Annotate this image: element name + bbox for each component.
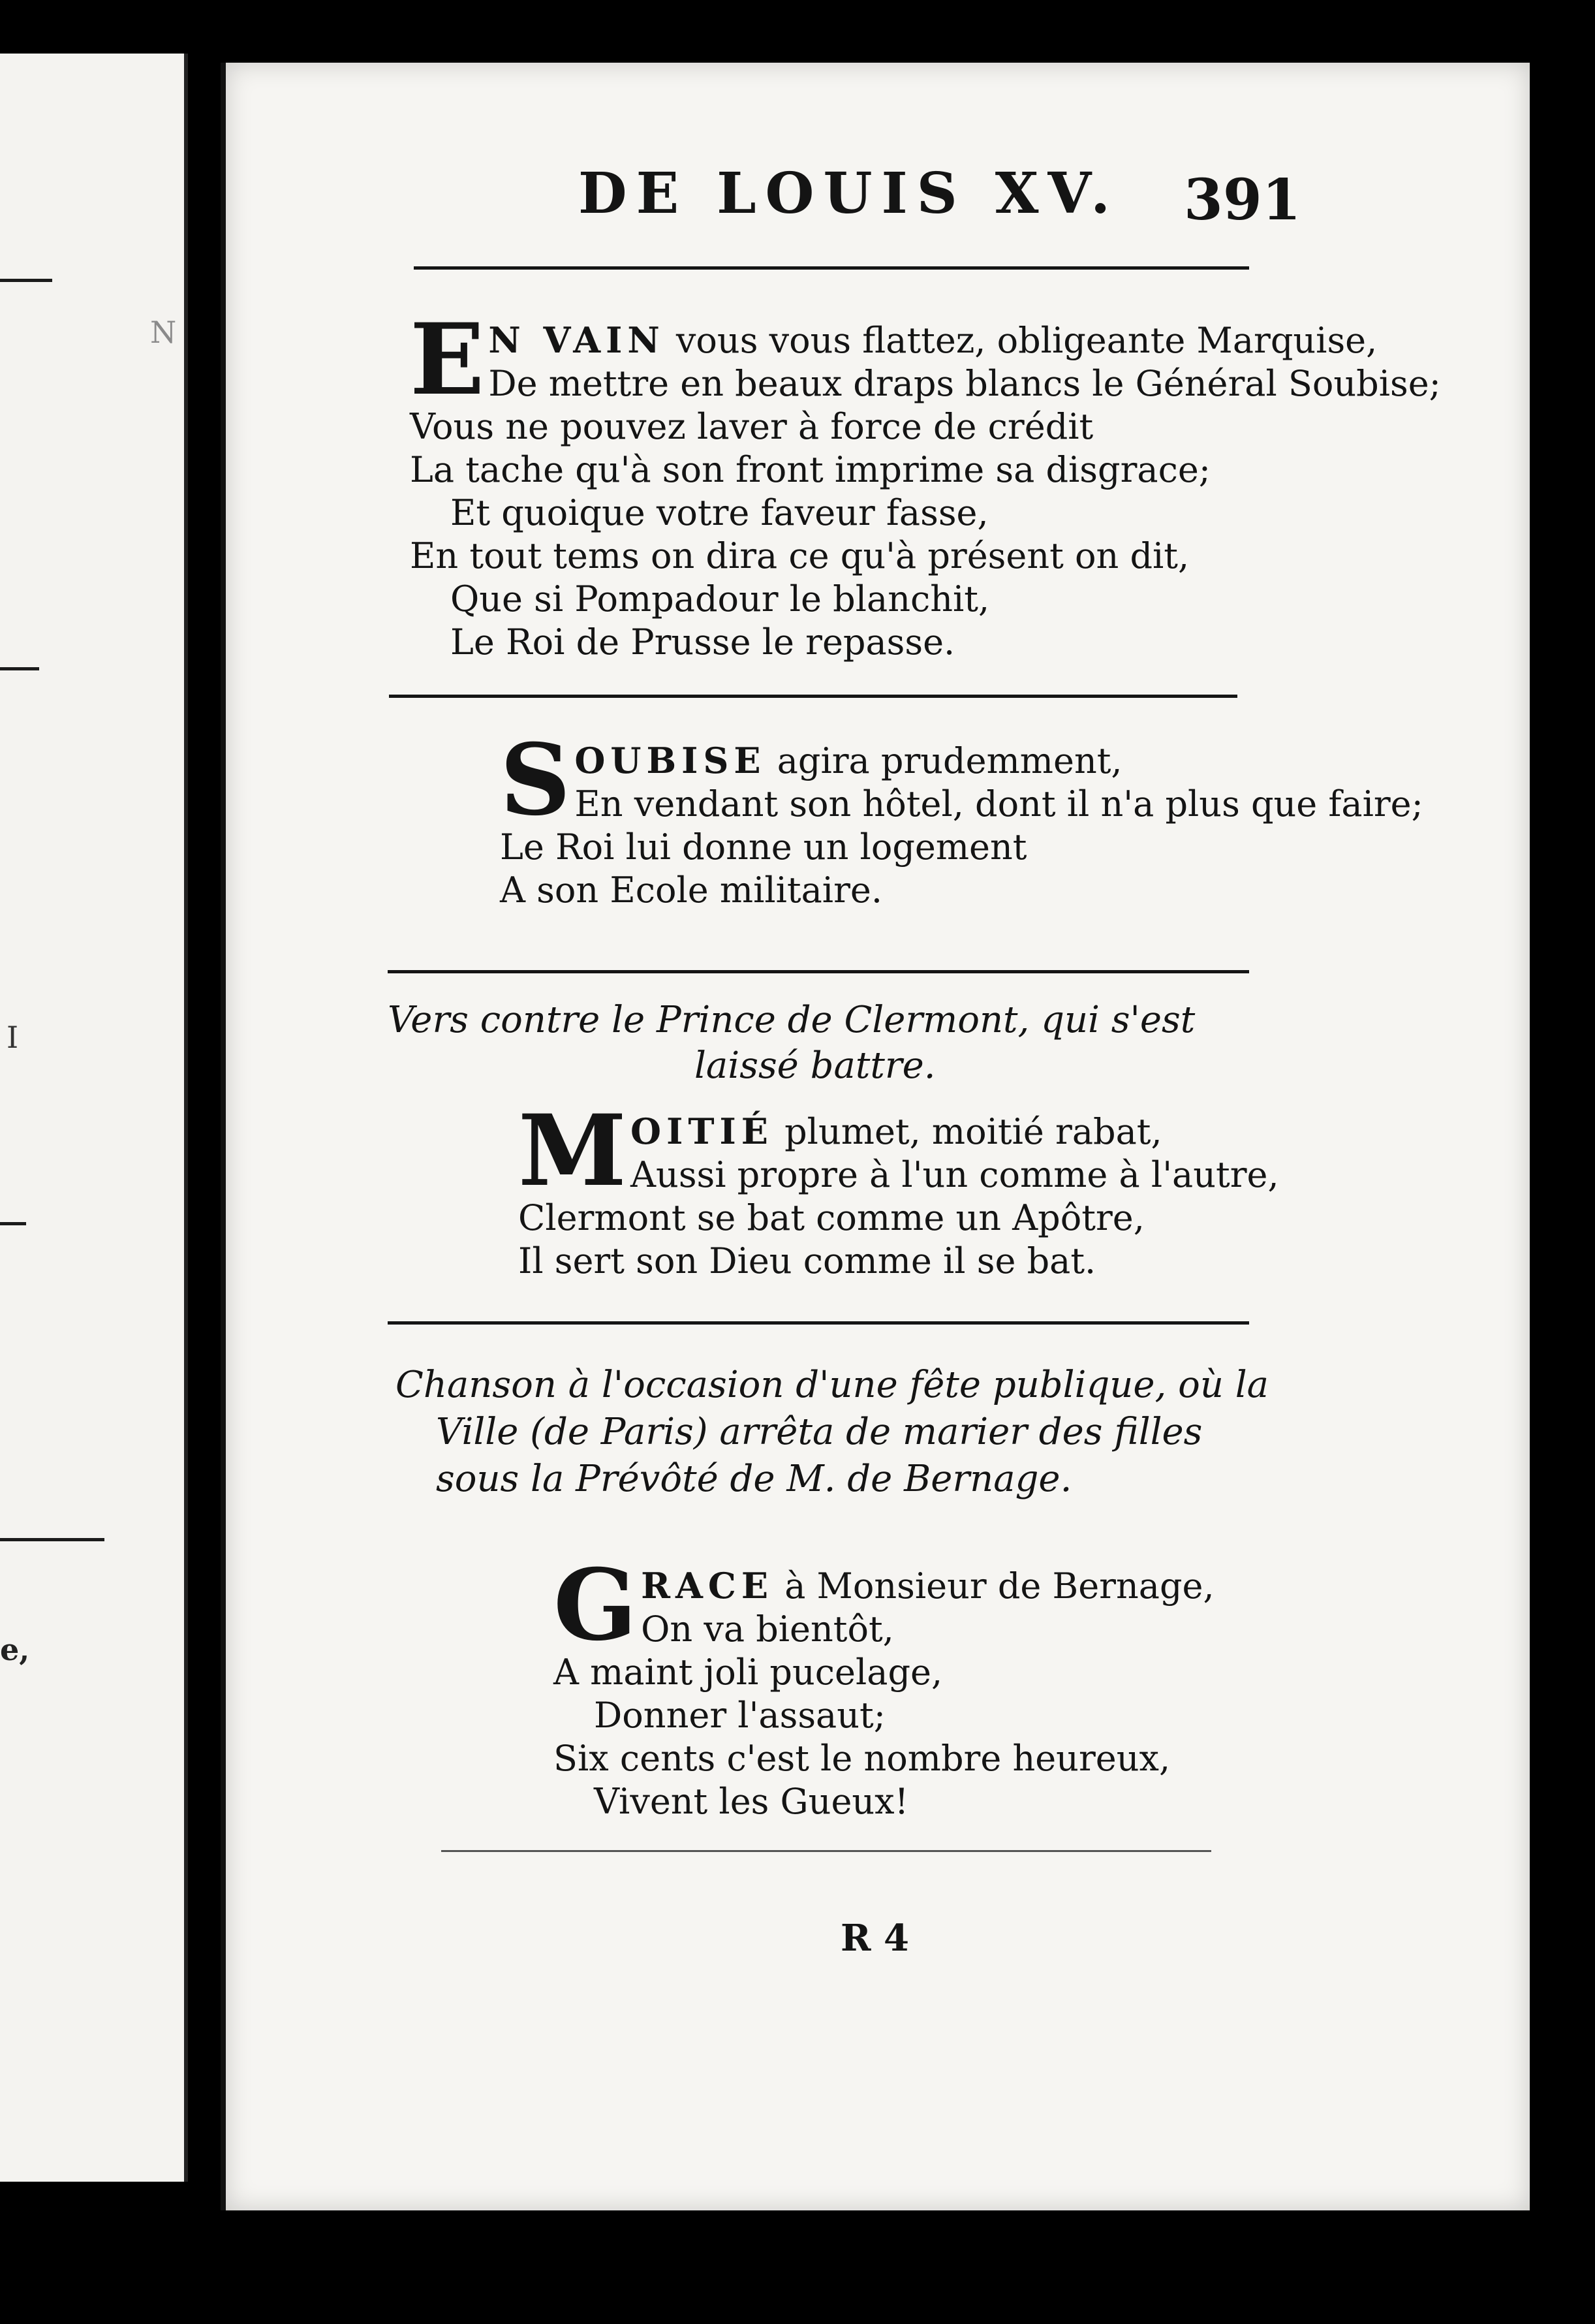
left-page-rule [0,279,52,282]
drop-capital: S [500,723,571,838]
book-page [221,63,1530,2210]
section-rule [389,695,1237,698]
poem-line: Aussi propre à l'un comme à l'autre, [630,1154,1279,1195]
poem-line: A son Ecole militaire. [500,870,883,911]
drop-capital: E [410,302,485,417]
poem-line: Vous ne pouvez laver à force de crédit [410,406,1094,447]
drop-capital: G [553,1548,638,1663]
poem-line: Clermont se bat comme un Apôtre, [518,1197,1145,1238]
first-word: OITIÉ [630,1110,773,1152]
section-rule [388,970,1249,973]
line-text: plumet, moitié rabat, [773,1111,1162,1152]
running-head: DE LOUIS XV. [578,161,1120,227]
poem-line: Et quoique votre faveur fasse, [450,492,989,533]
first-word: RACE [641,1565,774,1607]
poem-line: En tout tems on dira ce qu'à présent on dit, [410,535,1190,576]
line-text: agira prudemment, [766,740,1123,781]
left-page-text: e, [0,1632,30,1667]
drop-capital: M [518,1093,627,1208]
poem-line: Donner l'assaut; [594,1695,886,1736]
epigram-3 [518,1093,1279,1283]
left-page-rule [0,1222,26,1225]
left-page-text: N [150,315,177,350]
title-line: Chanson à l'occasion d'une fête publique, où la [395,1364,1269,1406]
poem-line: On va bientôt, [641,1609,894,1650]
poem-title-clermont [388,997,1195,1089]
poem-line: En vendant son hôtel, dont il n'a plus que faire; [574,783,1423,824]
section-rule [388,1321,1249,1325]
title-line: Vers contre le Prince de Clermont, qui s'est [388,999,1196,1041]
title-line: laissé battre. [694,1044,936,1087]
chanson [553,1548,1215,1823]
title-line: sous la Prévôté de M. de Bernage. [436,1458,1072,1500]
poem-line: La tache qu'à son front imprime sa disgrace; [410,449,1211,490]
left-page-rule [0,1538,104,1541]
poem-line: Six cents c'est le nombre heureux, [553,1738,1171,1779]
line-text: vous vous flattez, obligeante Marquise, [664,320,1378,361]
poem-line: Il sert son Dieu comme il se bat. [518,1240,1096,1281]
first-word: N VAIN [488,319,665,361]
left-page-fragment [0,54,188,2182]
title-line: Ville (de Paris) arrêta de marier des filles [436,1411,1203,1453]
line-text: à Monsieur de Bernage, [773,1565,1215,1607]
header-rule [414,266,1249,270]
poem-line: De mettre en beaux draps blancs le Général Soubise; [488,363,1441,404]
poem-line: Que si Pompadour le blanchit, [450,578,990,620]
poem-line: A maint joli pucelage, [553,1652,943,1693]
left-page-rule [0,667,39,670]
epigram-2 [500,723,1423,912]
epigram-1 [410,302,1441,664]
signature-mark: R 4 [841,1917,909,1960]
left-page-text: I [7,1020,19,1055]
section-rule [441,1850,1211,1852]
poem-line: Le Roi de Prusse le repasse. [450,621,955,663]
poem-title-chanson [395,1362,1269,1503]
page-number: 391 [1184,167,1301,233]
poem-line: Le Roi lui donne un logement [500,826,1027,868]
poem-line: Vivent les Gueux! [594,1781,909,1822]
first-word: OUBISE [574,740,766,781]
